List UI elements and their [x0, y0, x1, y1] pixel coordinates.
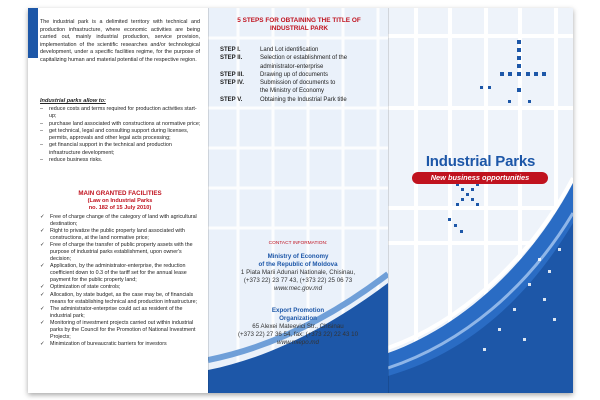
- org-address: 1 Piata Marii Adunari Nationale, Chisinau,: [240, 269, 356, 276]
- org-address: 65 Alexei Mateevici Str., Chisinau: [252, 323, 344, 330]
- blue-stripe-top: [28, 8, 38, 58]
- list-item: ✓ Allocation, by state budget, as the case may be, of financials means for establishing technical and production infrastructure;: [40, 292, 202, 306]
- brochure: [28, 8, 573, 393]
- step-row: [220, 71, 385, 79]
- list-item: – reduce costs and terms required for production activities start-up;: [40, 106, 202, 121]
- facilities-subtitle-line: no. 182 of 15 July 2010): [88, 205, 152, 211]
- step-row: [220, 96, 385, 104]
- step-label: STEP II.: [220, 55, 243, 62]
- step-label: STEP III.: [220, 71, 244, 78]
- step-row: [220, 79, 385, 96]
- list-item: ✓ Monitoring of investment projects carried out within industrial parks by the Council for the Promotion of National Investment Projects;: [40, 320, 202, 341]
- org-phone: (+373 22) 23 77 43, (+373 22) 25 06 73: [243, 277, 353, 284]
- step-label: STEP V.: [220, 96, 243, 103]
- steps-title-line: INDUSTRIAL PARK: [270, 25, 328, 32]
- steps-list: [220, 46, 385, 104]
- step-text-line: administrator-enterprise: [260, 63, 324, 70]
- step-text-line: Land Lot identification: [260, 47, 319, 53]
- org-ministry: [208, 253, 388, 293]
- step-label: STEP I.: [220, 47, 241, 53]
- list-item: ✓ The administrator-enterprise could act as resident of the industrial park;: [40, 306, 202, 320]
- facilities-subtitle-line: (Law on Industrial Parks: [87, 198, 153, 204]
- steps-title-line: 5 STEPS FOR OBTAINING THE TITLE OF: [237, 17, 361, 24]
- step-text-line: the Ministry of Economy: [260, 88, 325, 95]
- step-text-line: Obtaining the Industrial Park title: [260, 96, 347, 103]
- list-item: ✓ Application, by the administrator-enterprise, the reduction coefficient down to 0.3 of the tariff set for the annual lease payment for the public property land;: [40, 263, 202, 284]
- org-website[interactable]: www.miepo.md: [277, 339, 319, 346]
- step-text: [260, 54, 347, 71]
- panel-middle: [208, 8, 388, 393]
- org-name: Ministry of Economy: [267, 253, 329, 260]
- panel-cover: [388, 8, 573, 393]
- list-item: – reduce business risks.: [40, 157, 202, 164]
- step-row: [220, 54, 385, 71]
- step-row: [220, 46, 385, 54]
- step-text: [260, 96, 347, 104]
- step-label: STEP IV.: [220, 80, 245, 87]
- contact-title: CONTACT INFORMATION:: [268, 241, 328, 246]
- org-name: Organization: [279, 315, 317, 322]
- org-phone: (+373 22) 27 36 54, fax: (+373 22) 22 43 10: [237, 331, 359, 338]
- step-text-line: Selection or establishment of the: [260, 55, 348, 62]
- list-item: ✓ Free of charge the transfer of public property assets with the purpose of industrial parks establishment, upon owner's decision;: [40, 242, 202, 263]
- org-miepo: [208, 307, 388, 347]
- intro-paragraph: The industrial park is a delimited territory with technical and production infrastructure, where economic activities are being carried out, mainly industrial production, service provision, implementation of the scientific researches and/or technological development, under a specific facilities regime, for the purpose of capitalizing human and material potential of the respective region.: [40, 19, 200, 63]
- list-item: ✓ Minimization of bureaucratic barriers for investors: [40, 341, 202, 348]
- list-item: – get technical, legal and consulting support during licenses, permits, approvals and other legal acts processing;: [40, 128, 202, 143]
- cover-subtitle-ribbon: New business opportunities: [412, 172, 548, 184]
- allow-heading: Industrial parks allow to:: [40, 98, 106, 104]
- list-item: ✓ Optimization of state controls;: [40, 284, 202, 291]
- fold-line: [388, 8, 389, 393]
- org-website[interactable]: www.mec.gov.md: [273, 285, 323, 292]
- allow-list: [40, 106, 202, 164]
- list-item: ✓ Free of charge change of the category of land with agricultural destination;: [40, 214, 202, 228]
- facilities-title: MAIN GRANTED FACILITIES: [78, 190, 162, 197]
- org-name: Export Promotion: [271, 307, 325, 314]
- list-item: ✓ Right to privatize the public property land associated with constructions, at the land normative price;: [40, 228, 202, 242]
- step-text: [260, 46, 318, 54]
- step-text: [260, 79, 335, 96]
- steps-title: [214, 17, 384, 33]
- fold-line: [208, 8, 209, 393]
- cover-title: Industrial Parks: [425, 153, 536, 170]
- step-text-line: Drawing up of documents: [260, 71, 329, 78]
- cover-graphic: [388, 8, 573, 393]
- facilities-list: [40, 214, 202, 348]
- list-item: – get financial support in the technical and production infrastructure development;: [40, 142, 202, 157]
- facilities-subtitle: [40, 198, 200, 212]
- step-text: [260, 71, 328, 79]
- org-name: of the Republic of Moldova: [258, 261, 338, 268]
- step-text-line: Submission of documents to: [260, 80, 336, 87]
- list-item: – purchase land associated with constructions at normative price;: [40, 121, 202, 128]
- panel-left: [28, 8, 208, 393]
